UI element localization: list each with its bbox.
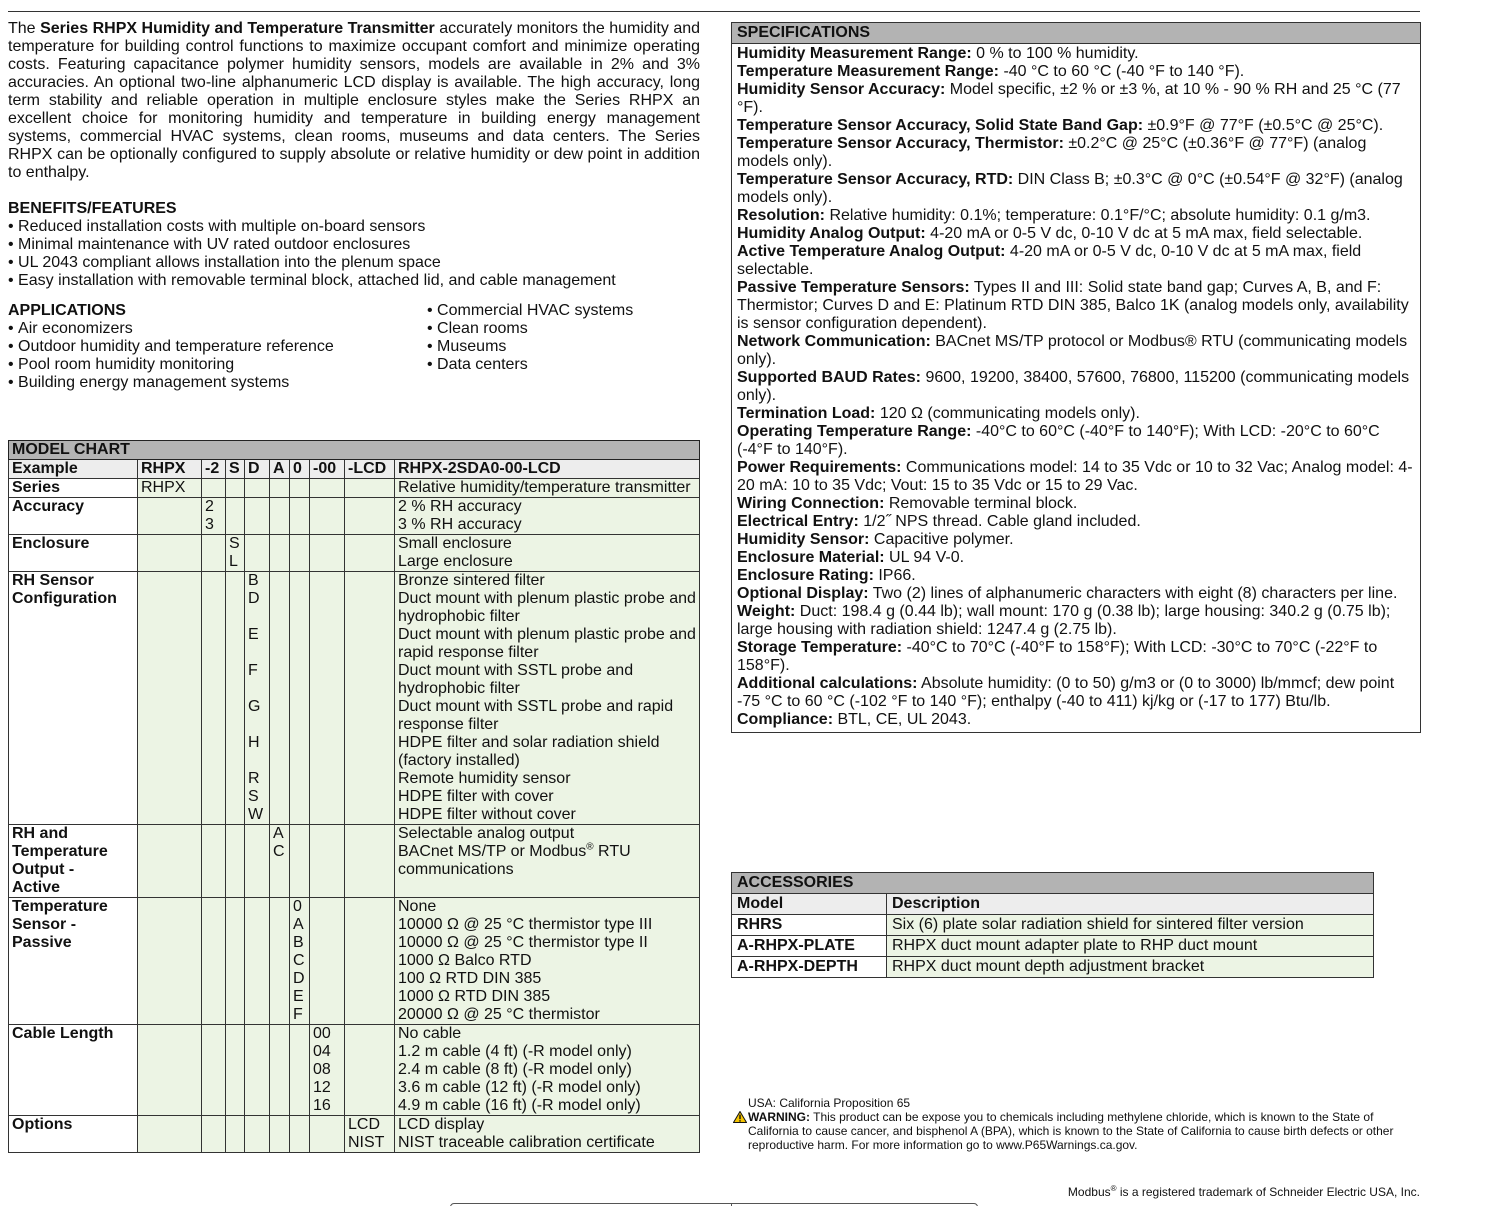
row-label: RH and <box>12 825 68 842</box>
table-row <box>732 957 1374 978</box>
code-value: B <box>293 934 304 951</box>
spec-item <box>737 369 1415 405</box>
table-row <box>9 1025 700 1116</box>
spec-item <box>737 495 1415 513</box>
spec-item <box>737 639 1415 675</box>
spec-item <box>737 711 1415 729</box>
desc-value: 3 % RH accuracy <box>398 516 522 533</box>
header-cell: 0 <box>290 460 310 479</box>
code-value: 3 <box>205 516 214 533</box>
warning-text: This product can be expose you to chemicals including methylene chloride, which is known to the State of California to cause cancer, and bisphenol A (BPA), which is known to the State of California to cause birth defects or other reproductive harm. For more information go to www.P65Warnings.ca.gov. <box>748 1110 1394 1152</box>
spec-label: Operating Temperature Range: <box>737 423 972 440</box>
row-label: Active <box>12 879 61 896</box>
specifications-body <box>732 44 1420 732</box>
applications-list-right <box>427 302 707 374</box>
spec-label: Power Requirements: <box>737 459 902 476</box>
code-value: L <box>229 553 238 570</box>
code-value: A <box>293 916 304 933</box>
trademark-post: is a registered trademark of Schneider Electric USA, Inc. <box>1116 1185 1420 1199</box>
left-column <box>8 18 700 394</box>
list-item: • Pool room humidity monitoring <box>8 356 428 374</box>
spec-item <box>737 171 1415 207</box>
accessory-description: RHPX duct mount adapter plate to RHP duct mount <box>887 936 1374 957</box>
row-label: Options <box>9 1116 138 1153</box>
row-label: Temperature <box>12 843 108 860</box>
spec-label: Enclosure Material: <box>737 549 885 566</box>
spec-item <box>737 531 1415 549</box>
spec-text: Duct: 198.4 g (0.44 lb); wall mount: 170 g (0.38 lb); large housing: 340.2 g (0.75 lb); large housing with radiation shield: 1247.4 g (2.75 lb). <box>737 603 1391 638</box>
spec-text: Removable terminal block. <box>884 495 1078 512</box>
header-cell: -00 <box>310 460 345 479</box>
spec-item <box>737 459 1415 495</box>
table-row <box>9 1116 700 1153</box>
spec-label: Supported BAUD Rates: <box>737 369 922 386</box>
spec-text: BACnet MS/TP protocol or Modbus® RTU (communicating models only). <box>737 333 1408 368</box>
spec-text: Capacitive polymer. <box>869 531 1014 548</box>
spec-label: Network Communication: <box>737 333 931 350</box>
code-value: E <box>293 988 304 1005</box>
code-value: E <box>248 626 259 643</box>
spec-text: ±0.2°C @ 25°C (±0.36°F @ 77°F) (analog models only). <box>737 135 1367 170</box>
table-row <box>9 898 700 1025</box>
spec-text: 4-20 mA or 0-5 V dc, 0-10 V dc at 5 mA max, field selectable. <box>925 225 1363 242</box>
spec-label: Wiring Connection: <box>737 495 885 512</box>
desc-value: 4.9 m cable (16 ft) (-R model only) <box>398 1097 641 1114</box>
code-value: C <box>273 843 285 860</box>
desc-value: Duct mount with SSTL probe and rapid response filter <box>398 698 674 733</box>
spec-item <box>737 585 1415 603</box>
desc-value: 10000 Ω @ 25 °C thermistor type III <box>398 916 653 933</box>
benefits-list <box>8 218 700 290</box>
spec-item <box>737 117 1415 135</box>
model-chart-title: MODEL CHART <box>9 441 700 460</box>
code-value: S <box>229 535 240 552</box>
warning-triangle-icon <box>733 1111 747 1123</box>
desc-value: Selectable analog output <box>398 825 575 842</box>
desc-value: 2.4 m cable (8 ft) (-R model only) <box>398 1061 632 1078</box>
list-item: • Easy installation with removable terminal block, attached lid, and cable management <box>8 272 700 290</box>
code-value: W <box>248 806 264 823</box>
spec-label: Temperature Measurement Range: <box>737 63 999 80</box>
spec-text: -40 °C to 60 °C (-40 °F to 140 °F). <box>999 63 1245 80</box>
desc-value: None <box>398 898 437 915</box>
code-value: F <box>293 1006 303 1023</box>
spec-text: 120 Ω (communicating models only). <box>875 405 1140 422</box>
desc-value: 100 Ω RTD DIN 385 <box>398 970 542 987</box>
specifications-box <box>731 22 1421 733</box>
list-item: • Building energy management systems <box>8 374 428 392</box>
desc-value: NIST traceable calibration certificate <box>398 1134 655 1151</box>
header-cell: -LCD <box>345 460 395 479</box>
table-row <box>732 915 1374 936</box>
spec-item <box>737 513 1415 531</box>
desc-value: 1000 Ω Balco RTD <box>398 952 532 969</box>
spec-text: ±0.9°F @ 77°F (±0.5°C @ 25°C). <box>1143 117 1384 134</box>
desc-value: 2 % RH accuracy <box>398 498 522 515</box>
spec-label: Temperature Sensor Accuracy, Solid State Band Gap: <box>737 117 1144 134</box>
spec-item <box>737 135 1415 171</box>
code-value: D <box>248 590 260 607</box>
table-row <box>9 825 700 898</box>
registered-mark: ® <box>1110 1184 1117 1193</box>
registered-mark: ® <box>586 841 594 853</box>
list-item: • Minimal maintenance with UV rated outdoor enclosures <box>8 236 700 254</box>
intro-pre: The <box>8 20 41 37</box>
header-cell: RHPX-2SDA0-00-LCD <box>395 460 700 479</box>
spec-item <box>737 603 1415 639</box>
spec-label: Resolution: <box>737 207 825 224</box>
desc-value: 3.6 m cable (12 ft) (-R model only) <box>398 1079 641 1096</box>
code-value: 08 <box>313 1061 331 1078</box>
list-item: • Clean rooms <box>427 320 707 338</box>
header-cell: S <box>226 460 245 479</box>
table-row <box>732 936 1374 957</box>
spec-item <box>737 405 1415 423</box>
spec-text: -40°C to 70°C (-40°F to 158°F); With LCD: -30°C to 70°C (-22°F to 158°F). <box>737 639 1378 674</box>
desc-value: Small enclosure <box>398 535 512 552</box>
code-value: G <box>248 698 261 715</box>
spec-text: BTL, CE, UL 2043. <box>833 711 972 728</box>
row-label: Output - <box>12 861 75 878</box>
table-row <box>9 479 700 498</box>
spec-item <box>737 423 1415 459</box>
top-rule <box>8 11 1420 12</box>
spec-text: Types II and III: Solid state band gap; Curves A, B, and F: Thermistor; Curves D and E: Platinum RTD DIN 385, Balco 1K (analog models only, availability is sensor configuration dependent). <box>737 279 1409 332</box>
spec-item <box>737 549 1415 567</box>
desc-value: 10000 Ω @ 25 °C thermistor type II <box>398 934 648 951</box>
model-chart-header-row <box>9 460 700 479</box>
spec-item <box>737 81 1415 117</box>
list-item: • UL 2043 compliant allows installation into the plenum space <box>8 254 700 272</box>
header-cell: RHPX <box>138 460 202 479</box>
spec-text: DIN Class B; ±0.3°C @ 0°C (±0.54°F @ 32°F) (analog models only). <box>737 171 1403 206</box>
code-value: F <box>248 662 258 679</box>
list-item: • Outdoor humidity and temperature reference <box>8 338 428 356</box>
list-item: • Museums <box>427 338 707 356</box>
prop65-notice <box>733 1096 1413 1152</box>
desc-value: No cable <box>398 1025 462 1042</box>
desc-value: HDPE filter with cover <box>398 788 554 805</box>
spec-label: Passive Temperature Sensors: <box>737 279 970 296</box>
specifications-title: SPECIFICATIONS <box>732 23 1420 44</box>
header-cell: Model <box>732 894 887 915</box>
spec-item <box>737 63 1415 81</box>
intro-paragraph <box>8 20 700 182</box>
row-label: Temperature <box>12 898 108 915</box>
code-value: R <box>248 770 260 787</box>
spec-label: Storage Temperature: <box>737 639 903 656</box>
row-label: Passive <box>12 934 72 951</box>
spec-text: UL 94 V-0. <box>884 549 965 566</box>
code-value: 04 <box>313 1043 331 1060</box>
trademark-pre: Modbus <box>1067 1185 1111 1199</box>
spec-label: Enclosure Rating: <box>737 567 874 584</box>
accessory-model: A-RHPX-PLATE <box>732 936 887 957</box>
desc-text: RTU communications <box>398 843 631 878</box>
row-label: Series <box>9 479 138 498</box>
desc-value: Remote humidity sensor <box>398 770 571 787</box>
spec-label: Active Temperature Analog Output: <box>737 243 1006 260</box>
spec-label: Humidity Measurement Range: <box>737 45 972 62</box>
applications-section <box>8 302 700 394</box>
desc-text: BACnet MS/TP or Modbus <box>398 843 587 860</box>
desc-value: 1000 Ω RTD DIN 385 <box>398 988 551 1005</box>
spec-label: Compliance: <box>737 711 834 728</box>
spec-label: Humidity Sensor: <box>737 531 870 548</box>
spec-text: Communications model: 14 to 35 Vdc or 10 to 32 Vac; Analog model: 4-20 mA: 10 to 35 Vdc; Vout: 15 to 35 Vdc or 15 to 29 Vac. <box>737 459 1413 494</box>
table-row <box>9 498 700 535</box>
intro-product-name: Series RHPX Humidity and Temperature Transmitter <box>40 20 435 37</box>
spec-text: 4-20 mA or 0-5 V dc, 0-10 V dc at 5 mA max, field selectable. <box>737 243 1362 278</box>
applications-title: APPLICATIONS <box>8 302 126 319</box>
code-value: 0 <box>293 898 302 915</box>
accessories-title: ACCESSORIES <box>732 873 1374 894</box>
table-row <box>9 535 700 572</box>
code-value: 2 <box>205 498 214 515</box>
warning-label: WARNING: <box>748 1110 810 1124</box>
table-row <box>9 572 700 825</box>
spec-text: 0 % to 100 % humidity. <box>971 45 1139 62</box>
spec-label: Humidity Sensor Accuracy: <box>737 81 946 98</box>
spec-text: Relative humidity: 0.1%; temperature: 0.1°F/°C; absolute humidity: 0.1 g/m3. <box>825 207 1371 224</box>
row-label: Sensor - <box>12 916 77 933</box>
code-value: D <box>293 970 305 987</box>
spec-item <box>737 279 1415 333</box>
desc-value: Duct mount with SSTL probe and hydrophobic filter <box>398 662 634 697</box>
row-label: RH Sensor <box>12 572 94 589</box>
prop65-warning <box>748 1110 1413 1152</box>
spec-item <box>737 243 1415 279</box>
header-cell: A <box>270 460 290 479</box>
desc-value: 1.2 m cable (4 ft) (-R model only) <box>398 1043 632 1060</box>
desc-value: 20000 Ω @ 25 °C thermistor <box>398 1006 600 1023</box>
list-item: • Data centers <box>427 356 707 374</box>
spec-label: Weight: <box>737 603 796 620</box>
row-label: Cable Length <box>9 1025 138 1116</box>
code-value: A <box>273 825 284 842</box>
accessories-header-row <box>732 894 1374 915</box>
spec-text: Absolute humidity: (0 to 50) g/m3 or (0 to 3000) lb/mmcf; dew point -75 °C to 60 °C (-102 °F to 140 °F); enthalpy (-40 to 411) kj/kg or (-17 to 177) Btu/lb. <box>737 675 1395 710</box>
code-value: B <box>248 572 259 589</box>
spec-text: 9600, 19200, 38400, 57600, 76800, 115200 (communicating models only). <box>737 369 1410 404</box>
code-value: 16 <box>313 1097 331 1114</box>
spec-label: Humidity Analog Output: <box>737 225 926 242</box>
header-cell: Example <box>9 460 138 479</box>
spec-text: Model specific, ±2 % or ±3 %, at 10 % - 90 % RH and 25 °C (77 °F). <box>737 81 1401 116</box>
desc-value: Duct mount with plenum plastic probe and hydrophobic filter <box>398 590 696 625</box>
model-chart-table <box>8 440 700 1153</box>
list-item: • Reduced installation costs with multiple on-board sensors <box>8 218 700 236</box>
accessory-description: RHPX duct mount depth adjustment bracket <box>887 957 1374 978</box>
code-value: C <box>293 952 305 969</box>
spec-item <box>737 225 1415 243</box>
code-value: 00 <box>313 1025 331 1042</box>
desc-value: LCD display <box>398 1116 485 1133</box>
desc-value: Bronze sintered filter <box>398 572 545 589</box>
desc-value <box>398 843 696 879</box>
spec-label: Termination Load: <box>737 405 876 422</box>
trademark-note <box>1068 1185 1420 1199</box>
row-label: Accuracy <box>9 498 138 535</box>
code-cell: RHPX <box>138 479 202 498</box>
spec-label: Temperature Sensor Accuracy, Thermistor: <box>737 135 1064 152</box>
intro-body: accurately monitors the humidity and temperature for building control functions to maximize occupant comfort and minimize operating costs. Featuring capacitance polymer humidity sensors, models are available in 2% and 3% accuracies. An optional two-line alphanumeric LCD display is available. The high accuracy, long term stability and reliable operation in multiple enclosure styles make the Series RHPX an excellent choice for monitoring humidity and temperature in building energy management systems, commercial HVAC systems, clean rooms, museums and data centers. The Series RHPX can be optionally configured to supply absolute or relative humidity or dew point in addition to enthalpy. <box>8 20 701 181</box>
spec-text: Two (2) lines of alphanumeric characters with eight (8) characters per line. <box>868 585 1398 602</box>
code-value: NIST <box>348 1134 385 1151</box>
desc-value: Large enclosure <box>398 553 513 570</box>
code-value: LCD <box>348 1116 381 1133</box>
code-value: H <box>248 734 260 751</box>
benefits-title: BENEFITS/FEATURES <box>8 200 177 217</box>
desc-value: HDPE filter without cover <box>398 806 576 823</box>
applications-list-left <box>8 320 428 392</box>
list-item: • Commercial HVAC systems <box>427 302 707 320</box>
accessory-model: RHRS <box>732 915 887 936</box>
spec-label: Electrical Entry: <box>737 513 859 530</box>
spec-text: IP66. <box>873 567 916 584</box>
spec-item <box>737 567 1415 585</box>
header-cell: -2 <box>202 460 226 479</box>
spec-item <box>737 45 1415 63</box>
list-item: • Air economizers <box>8 320 428 338</box>
spec-label: Additional calculations: <box>737 675 918 692</box>
desc-cell: Relative humidity/temperature transmitter <box>395 479 700 498</box>
desc-value: HDPE filter and solar radiation shield (factory installed) <box>398 734 660 769</box>
prop65-heading: USA: California Proposition 65 <box>748 1096 911 1110</box>
accessories-table <box>731 872 1374 978</box>
spec-label: Optional Display: <box>737 585 869 602</box>
spec-item <box>737 675 1415 711</box>
row-label: Enclosure <box>9 535 138 572</box>
header-cell: D <box>245 460 270 479</box>
spec-text: 1/2˝ NPS thread. Cable gland included. <box>858 513 1141 530</box>
row-label: Configuration <box>12 590 117 607</box>
accessory-model: A-RHPX-DEPTH <box>732 957 887 978</box>
spec-text: -40°C to 60°C (-40°F to 140°F); With LCD: -20°C to 60°C (-4°F to 140°F). <box>737 423 1380 458</box>
code-value: 12 <box>313 1079 331 1096</box>
spec-item <box>737 207 1415 225</box>
spec-label: Temperature Sensor Accuracy, RTD: <box>737 171 1014 188</box>
spec-item <box>737 333 1415 369</box>
accessory-description: Six (6) plate solar radiation shield for sintered filter version <box>887 915 1374 936</box>
header-cell: Description <box>887 894 1374 915</box>
desc-value: Duct mount with plenum plastic probe and rapid response filter <box>398 626 696 661</box>
code-value: S <box>248 788 259 805</box>
